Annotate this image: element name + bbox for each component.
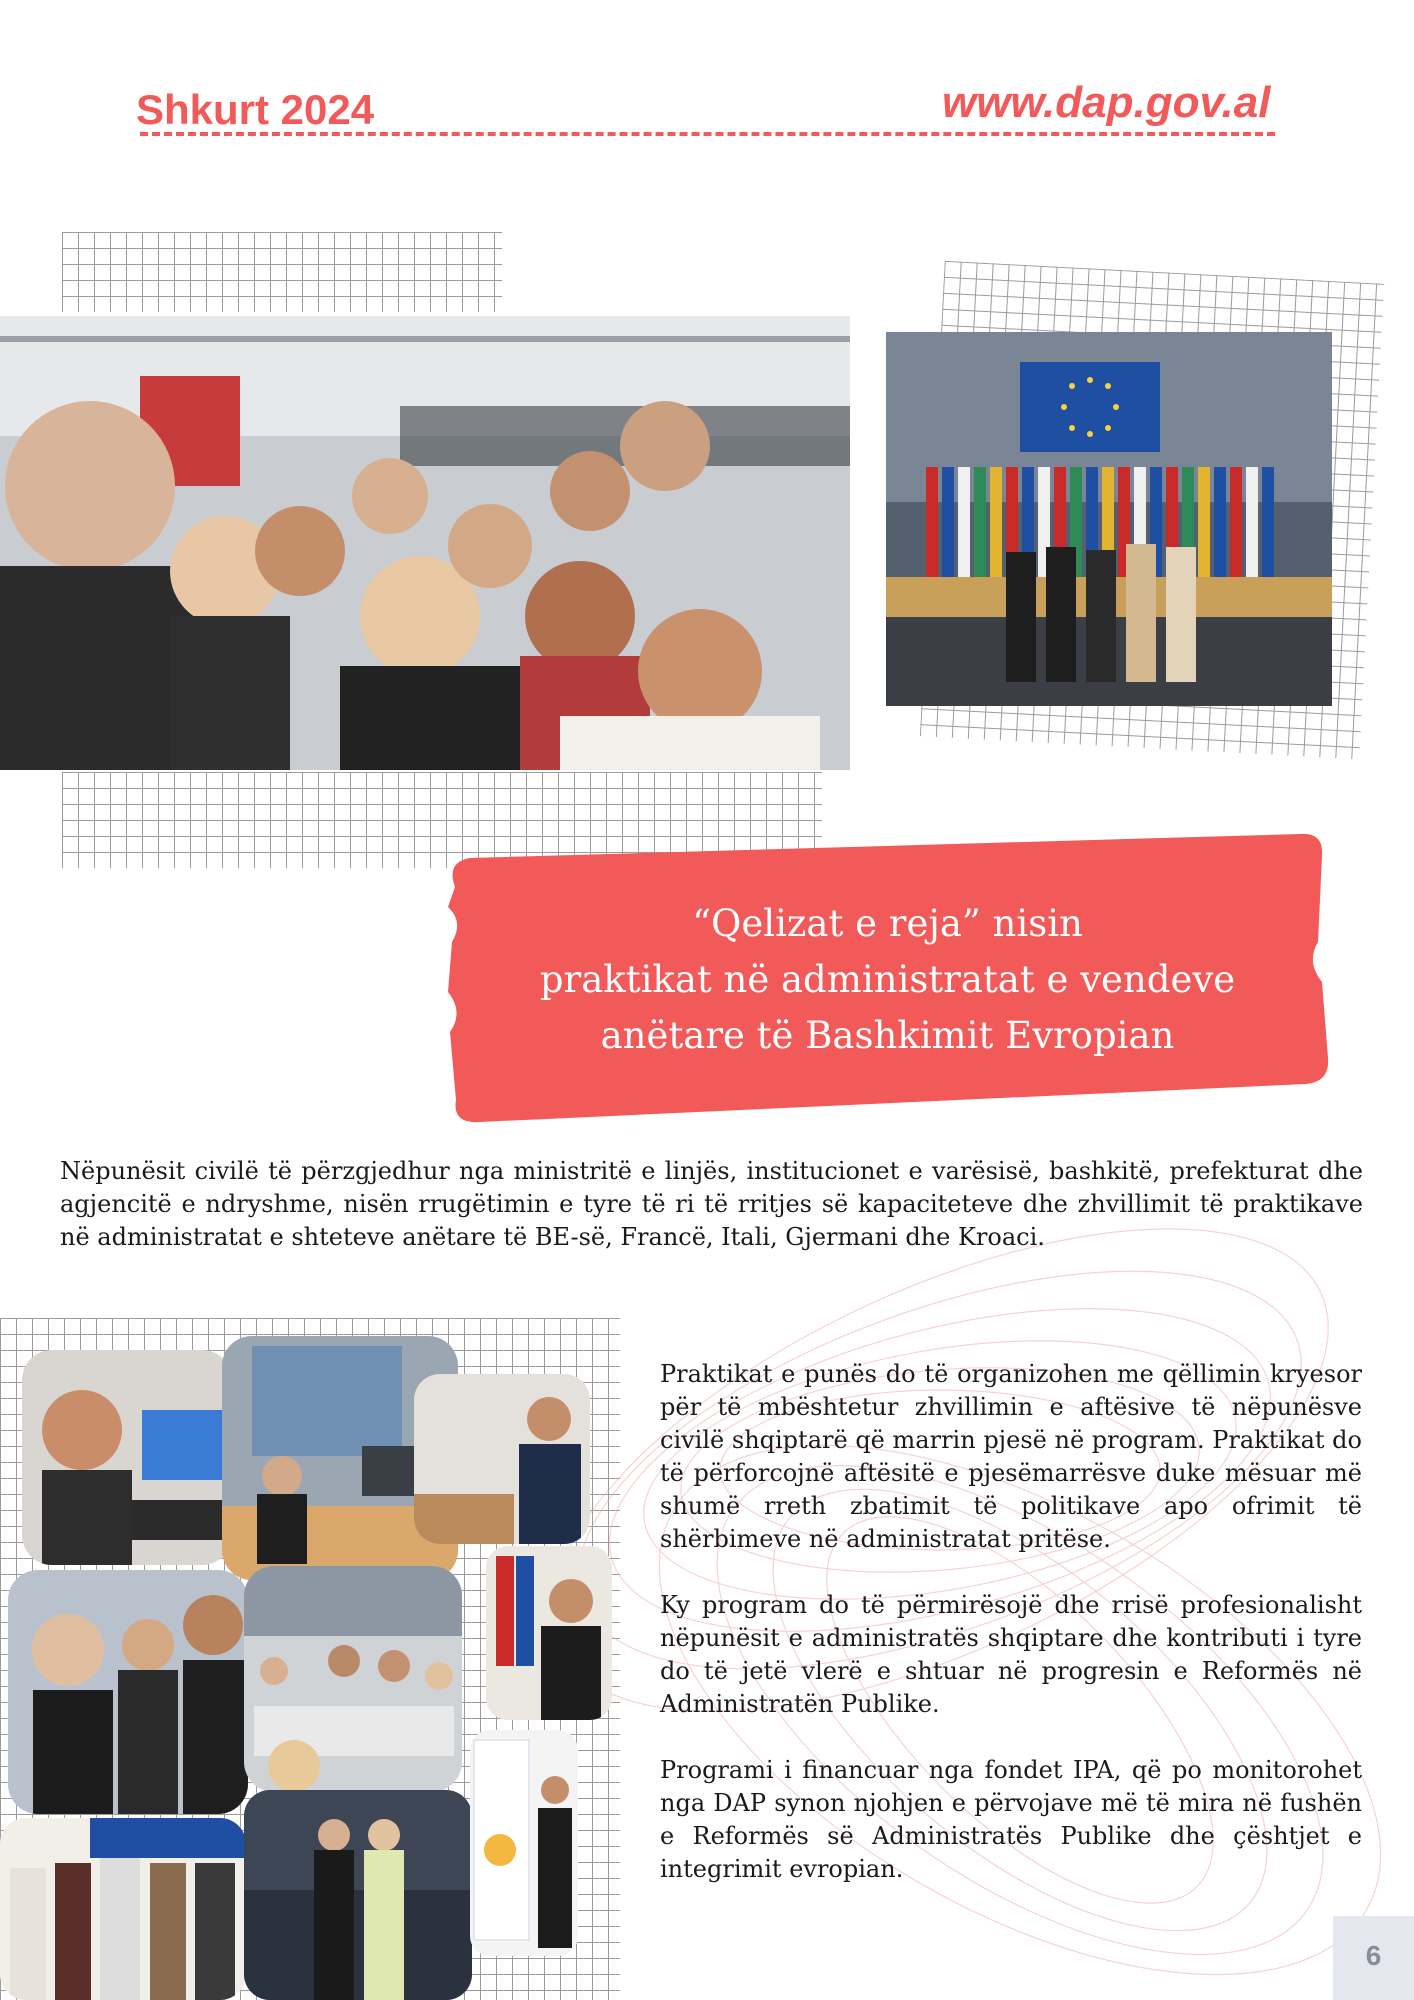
- collage-photo-woman-flags: [486, 1546, 612, 1720]
- body-paragraph-1: Praktikat e punës do të organizohen me qëllimin kryesor për të mbështetur zhvillimin e aftësive të nëpunësve civilë shqiptarë që marrin pjesë në program. Praktikat do të përforcojnë aftësitë e pjesëmarrësve duke mësuar më shumë rreth zbatimit të politikave apo ofrimit të shërbimeve në administratat pritëse.: [660, 1360, 1362, 1553]
- grid-decoration: [62, 232, 502, 312]
- collage-photo-office-woman: [22, 1350, 232, 1565]
- banner-title-line-3: anëtare të Bashkimit Evropian: [600, 1014, 1175, 1057]
- page-number-box: [1333, 1916, 1414, 2000]
- collage-photo-meeting: [244, 1566, 462, 1792]
- issue-date: Shkurt 2024: [136, 86, 375, 133]
- article-title-banner: [440, 832, 1335, 1124]
- website-link[interactable]: www.dap.gov.al: [942, 78, 1271, 127]
- body-paragraph-2: Ky program do të përmirësojë dhe rrisë profesionalisht nëpunësit e administratës shqiptare dhe kontributi i tyre do të jetë vlerë e shtuar në progresin e Reformës në Administratën Publike.: [660, 1591, 1362, 1718]
- page-number: 6: [1365, 1940, 1382, 1971]
- body-paragraph-3: Programi i financuar nga fondet IPA, që po monitorohet nga DAP synon njohjen e përvojave më të mira në fushën e Reformës së Administratës Publike dhe çështjet e integrimit evropian.: [660, 1756, 1362, 1883]
- banner-title-line-1: “Qelizat e reja” nisin: [692, 902, 1083, 945]
- intro-paragraph: Nëpunësit civilë të përzgjedhur nga ministritë e linjës, institucionet e varësisë, bashkitë, prefekturat dhe agjencitë e ndryshme, nisën rrugëtimin e tyre të ri të rritjes së kapaciteteve dhe zhvillimit të praktikave në administratat e shteteve anëtare të BE-së, Francë, Itali, Gjermani dhe Kroaci.: [60, 1157, 1363, 1251]
- collage-photo-man-banner: [470, 1730, 578, 1956]
- banner-title-line-2: praktikat në administratat e vendeve: [539, 958, 1236, 1001]
- group-photo-airport: [0, 316, 850, 770]
- collage-photo-parliament-hall: [244, 1790, 472, 2000]
- body-text-column: [660, 1358, 1362, 1919]
- collage-photo-three-women: [8, 1570, 248, 1814]
- collage-photo-italy-office: [0, 1818, 246, 2000]
- collage-photo-man-office: [414, 1374, 590, 1544]
- group-photo-european-parliament: [886, 332, 1332, 706]
- header-divider: [140, 132, 1275, 136]
